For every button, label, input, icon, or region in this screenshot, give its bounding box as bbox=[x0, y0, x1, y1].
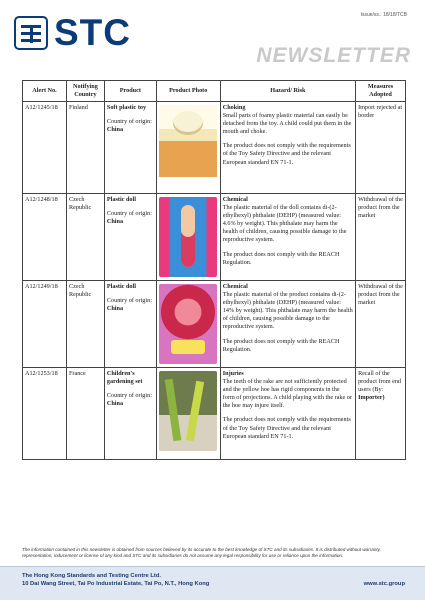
hazard-text: The teeth of the rake are not sufficiently protected and the yellow hoe has rigid components in the form of projections. A child playing with the rake or the hoe may injure itself. bbox=[222, 378, 352, 410]
plastic-doll-photo bbox=[159, 197, 217, 277]
notifying-country: Czech Republic bbox=[66, 194, 104, 281]
notifying-country: Finland bbox=[66, 102, 104, 194]
table-row bbox=[23, 281, 406, 368]
alert-table bbox=[22, 80, 406, 460]
origin-label: Country of origin: bbox=[106, 210, 152, 218]
product-cell bbox=[104, 194, 156, 281]
hazard-note: The product does not comply with the requirements of the Toy Safety Directive and the relevant European standard EN 71-1. bbox=[222, 416, 351, 440]
company-address: 10 Dai Wang Street, Tai Po Industrial Estate, Tai Po, N.T., Hong Kong bbox=[22, 581, 210, 587]
table-row bbox=[23, 194, 406, 281]
hazard-title: Chemical bbox=[222, 196, 248, 204]
origin-label: Country of origin: bbox=[106, 392, 152, 400]
measures-cell bbox=[356, 194, 406, 281]
product-name: Plastic doll bbox=[106, 283, 136, 291]
measures-cell bbox=[356, 102, 406, 194]
measures-text: Withdrawal of the product from the market bbox=[358, 283, 403, 307]
soft-plastic-toy-photo bbox=[159, 105, 217, 185]
hazard-cell bbox=[220, 194, 355, 281]
product-photo-cell bbox=[156, 194, 220, 281]
table-header-row bbox=[23, 81, 406, 102]
hazard-title: Chemical bbox=[222, 283, 248, 291]
product-name: Soft plastic toy bbox=[106, 104, 147, 112]
newsletter-title: NEWSLETTER bbox=[256, 44, 411, 67]
origin-country: China bbox=[106, 305, 124, 313]
measures-text: Recall of the product from end users (By: bbox=[358, 370, 402, 394]
table-row bbox=[23, 368, 406, 460]
column-header-hazard: Hazard/ Risk bbox=[220, 81, 355, 102]
notifying-country: France bbox=[66, 368, 104, 460]
column-header-alert-no: Alert No. bbox=[23, 81, 67, 102]
measures-bold: Importer) bbox=[358, 394, 385, 402]
product-cell bbox=[104, 368, 156, 460]
stc-logo bbox=[14, 12, 131, 53]
alert-no: A12/1245/18 bbox=[23, 102, 67, 194]
hazard-note: The product does not comply with the REACH Regulation. bbox=[222, 337, 340, 353]
hazard-title: Choking bbox=[222, 104, 246, 112]
origin-country: China bbox=[106, 218, 124, 226]
origin-label: Country of origin: bbox=[106, 118, 152, 126]
product-photo-cell bbox=[156, 281, 220, 368]
hazard-text: The plastic material of the doll contains di-(2-ethylhexyl) phthalate (DEHP) (measured value: 4.6% by weight). This phthalate may harm the health of children, causing possible damage to the reproductive system. bbox=[222, 204, 347, 244]
column-header-product: Product bbox=[104, 81, 156, 102]
table-row bbox=[23, 102, 406, 194]
hazard-cell bbox=[220, 102, 355, 194]
company-name: The Hong Kong Standards and Testing Centre Ltd. bbox=[22, 573, 162, 579]
product-photo-cell bbox=[156, 368, 220, 460]
hazard-note: The product does not comply with the requirements of the Toy Safety Directive and the relevant European standard EN 71-1. bbox=[222, 142, 351, 166]
hazard-note: The product does not comply with the REACH Regulation. bbox=[222, 250, 340, 266]
plastic-doll-photo-2 bbox=[159, 284, 217, 364]
website-link[interactable]: www.stc.group bbox=[363, 581, 405, 587]
gardening-set-photo bbox=[159, 371, 217, 451]
column-header-measures: Measures Adopted bbox=[356, 81, 406, 102]
product-photo-cell bbox=[156, 102, 220, 194]
origin-country: China bbox=[106, 126, 124, 134]
hazard-cell bbox=[220, 368, 355, 460]
product-name: Plastic doll bbox=[106, 196, 136, 204]
product-cell bbox=[104, 281, 156, 368]
hazard-title: Injuries bbox=[222, 370, 244, 378]
measures-text: Withdrawal of the product from the market bbox=[358, 196, 403, 220]
origin-country: China bbox=[106, 400, 124, 408]
newsletter-header bbox=[0, 0, 425, 78]
hazard-text: Small parts of foamy plastic material can easily be detached from the toy. A child could put them in the mouth and choke. bbox=[222, 112, 352, 136]
alert-no: A12/1248/18 bbox=[23, 194, 67, 281]
notifying-country: Czech Republic bbox=[66, 281, 104, 368]
logo-text: STC bbox=[54, 12, 131, 53]
column-header-country: Notifying Country bbox=[66, 81, 104, 102]
hazard-cell bbox=[220, 281, 355, 368]
product-cell bbox=[104, 102, 156, 194]
stc-logo-icon bbox=[14, 16, 48, 50]
disclaimer: The information contained in this newsletter is obtained from sources believed by its accurate to the best knowledge of STC and its subsidiaries. It is distributed without warranty, representation, inducement or license of any kind and STC and its subsidiaries do not assume any legal responsibility for use or reliance upon the information. bbox=[22, 547, 381, 559]
measures-text: Import rejected at border bbox=[358, 104, 403, 120]
issue-number: Issue/ss.: 18/18/TCB bbox=[360, 12, 407, 18]
alert-no: A12/1253/18 bbox=[23, 368, 67, 460]
product-name: Children's gardening set bbox=[106, 370, 143, 386]
alert-no: A12/1249/18 bbox=[23, 281, 67, 368]
hazard-text: The plastic material of the product contains di-(2-ethylhexyl) phthalate (DEHP) (measured value: 14% by weight). This phthalate may harm the health of children, causing possible damage to the reproductive system. bbox=[222, 291, 353, 331]
column-header-photo: Product Photo bbox=[156, 81, 220, 102]
measures-cell bbox=[356, 281, 406, 368]
origin-label: Country of origin: bbox=[106, 297, 152, 305]
page-footer bbox=[0, 566, 425, 600]
measures-cell bbox=[356, 368, 406, 460]
